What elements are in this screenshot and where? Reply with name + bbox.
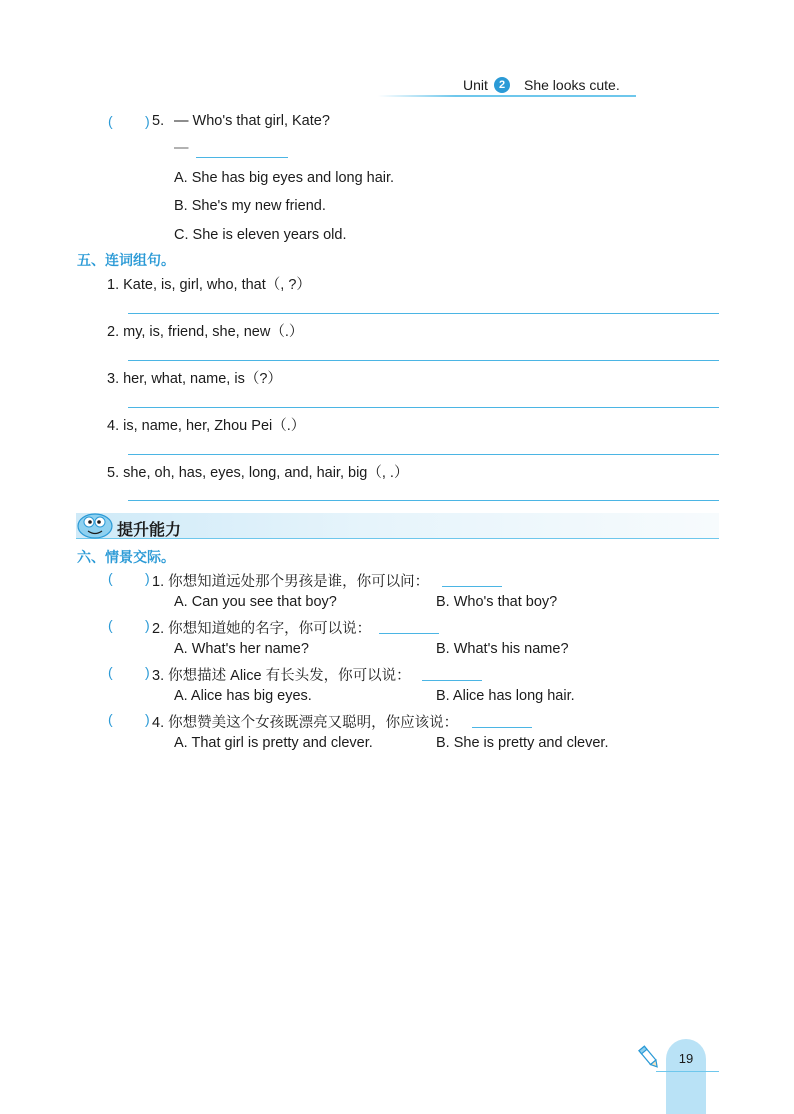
answer-paren-open: ( <box>108 664 113 680</box>
question-number: 5. <box>152 113 165 129</box>
answer-paren-close: ) <box>145 711 150 727</box>
answer-paren-open: ( <box>108 113 113 129</box>
banner-title: 提升能力 <box>117 522 182 539</box>
reorder-item: 1. Kate, is, girl, who, that（, ?） <box>107 277 311 293</box>
writing-line[interactable] <box>128 454 719 455</box>
writing-line[interactable] <box>128 360 719 361</box>
question-text: — Who's that girl, Kate? <box>174 113 330 129</box>
reorder-item: 2. my, is, friend, she, new（.） <box>107 324 304 340</box>
answer-slot[interactable] <box>116 662 144 682</box>
writing-line[interactable] <box>128 407 719 408</box>
header-unit-label: Unit <box>463 77 488 93</box>
answer-blank[interactable] <box>379 633 439 634</box>
unit-number-badge: 2 <box>494 77 510 93</box>
answer-dash: — <box>174 140 189 156</box>
option-a: A. Can you see that boy? <box>174 594 337 610</box>
writing-line[interactable] <box>128 500 719 501</box>
cartoon-mascot-icon <box>76 510 114 540</box>
option-b: B. What's his name? <box>436 641 569 657</box>
reorder-item: 3. her, what, name, is（?） <box>107 371 282 387</box>
option-a: A. That girl is pretty and clever. <box>174 735 373 751</box>
section-heading: 六、情景交际。 <box>77 549 175 565</box>
situation-prompt: 1. 你想知道远处那个男孩是谁，你可以问： <box>152 574 430 590</box>
answer-paren-open: ( <box>108 617 113 633</box>
reorder-item: 4. is, name, her, Zhou Pei（.） <box>107 418 306 434</box>
answer-paren-open: ( <box>108 570 113 586</box>
answer-paren-close: ) <box>145 113 150 129</box>
situation-prompt: 3. 你想描述 Alice 有长头发，你可以说： <box>152 668 411 684</box>
option-a: A. What's her name? <box>174 641 309 657</box>
situation-prompt: 2. 你想知道她的名字，你可以说： <box>152 621 372 637</box>
answer-blank[interactable] <box>442 586 502 587</box>
answer-paren-open: ( <box>108 711 113 727</box>
option-a: A. Alice has big eyes. <box>174 688 312 704</box>
option-b: B. Who's that boy? <box>436 594 558 610</box>
pencil-icon <box>636 1044 662 1072</box>
footer-rule <box>656 1071 719 1072</box>
writing-line[interactable] <box>128 313 719 314</box>
answer-slot-q5[interactable] <box>116 111 144 131</box>
unit-title: She looks cute. <box>524 77 620 93</box>
answer-slot[interactable] <box>116 568 144 588</box>
option-b: B. Alice has long hair. <box>436 688 575 704</box>
answer-blank[interactable] <box>196 157 288 158</box>
option-a: A. She has big eyes and long hair. <box>174 170 395 186</box>
option-b: B. She's my new friend. <box>174 198 326 214</box>
answer-paren-close: ) <box>145 617 150 633</box>
section-heading: 五、连词组句。 <box>77 252 175 268</box>
page-number: 19 <box>678 1051 694 1066</box>
option-b: B. She is pretty and clever. <box>436 735 609 751</box>
answer-blank[interactable] <box>472 727 532 728</box>
header-rule <box>378 95 636 97</box>
answer-slot[interactable] <box>116 709 144 729</box>
situation-prompt: 4. 你想赞美这个女孩既漂亮又聪明，你应该说： <box>152 715 459 731</box>
answer-blank[interactable] <box>422 680 482 681</box>
answer-paren-close: ) <box>145 664 150 680</box>
answer-slot[interactable] <box>116 615 144 635</box>
reorder-item: 5. she, oh, has, eyes, long, and, hair, big（, .） <box>107 465 409 481</box>
option-c: C. She is eleven years old. <box>174 227 347 243</box>
answer-paren-close: ) <box>145 570 150 586</box>
